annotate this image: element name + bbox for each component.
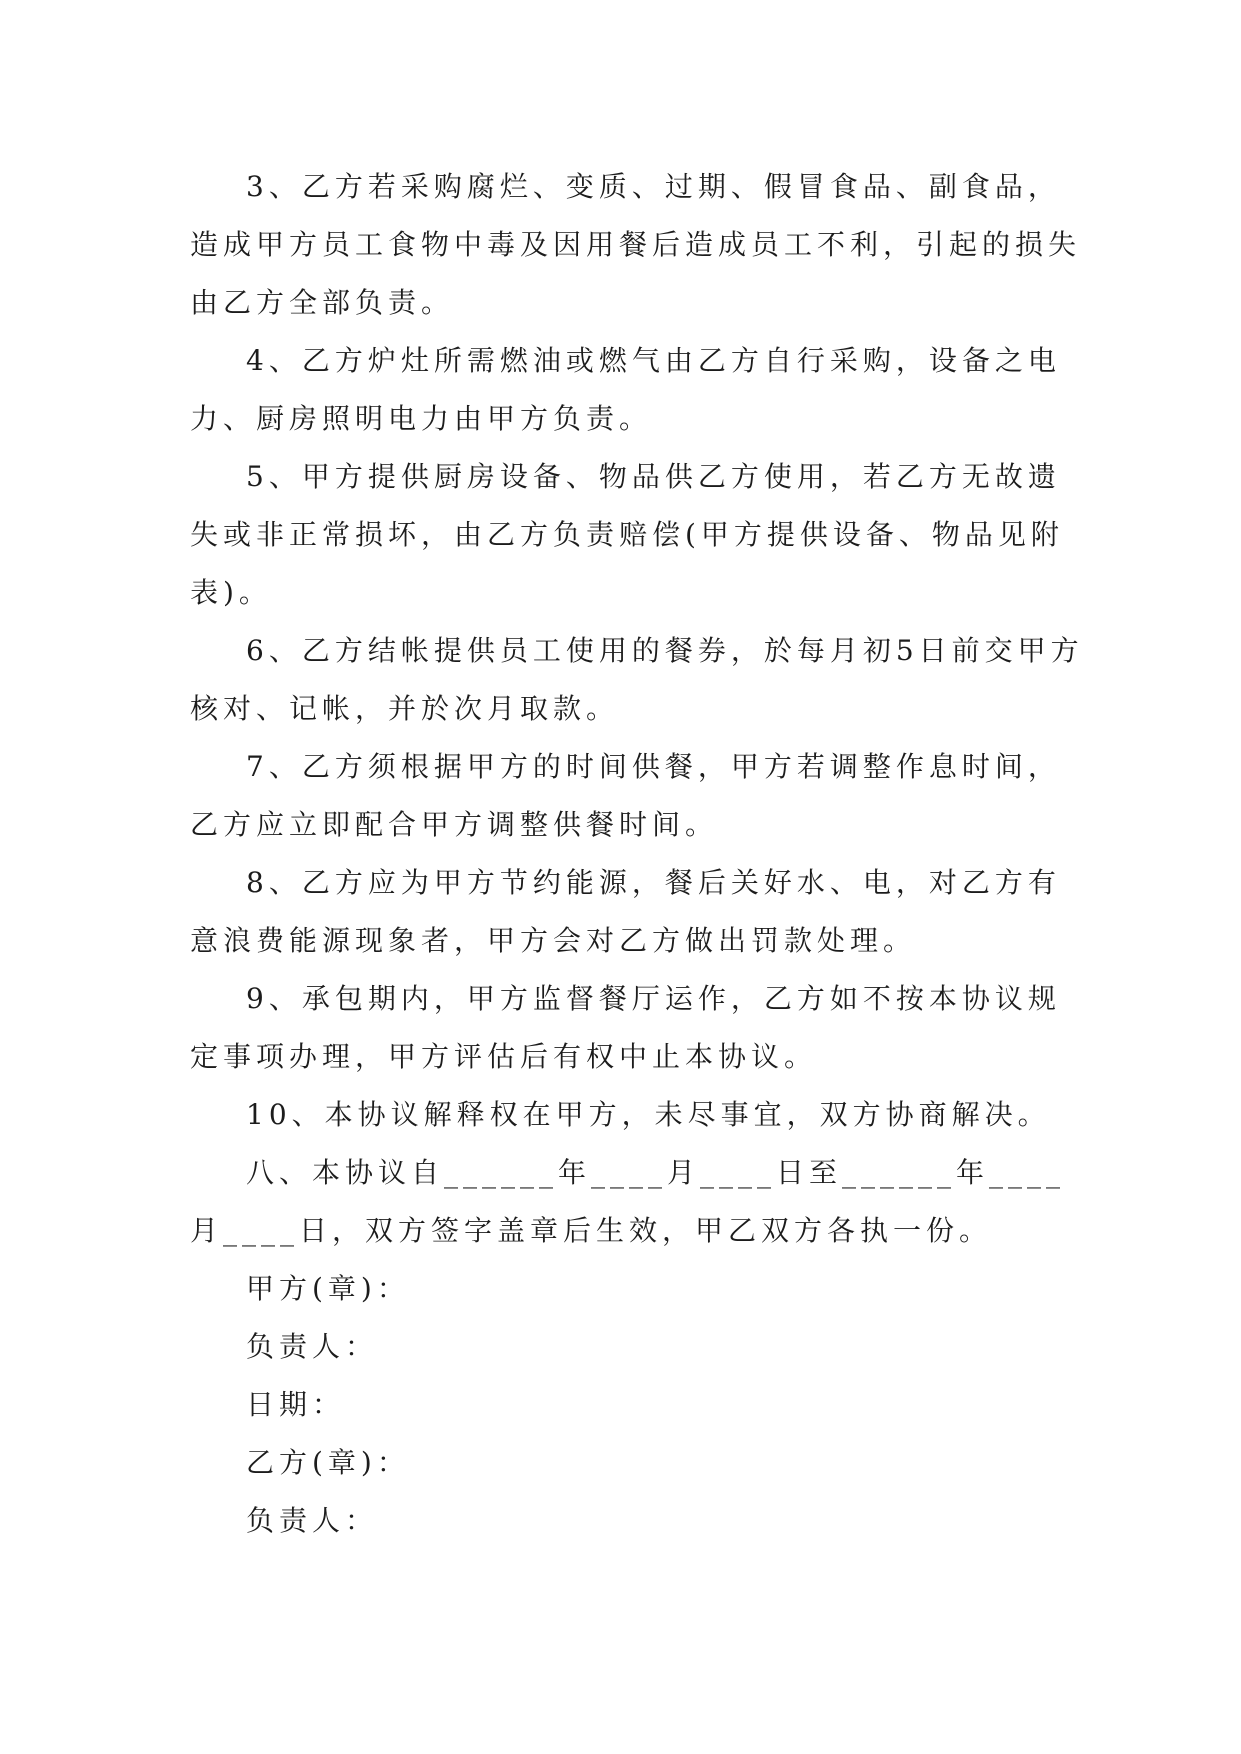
- party-b-representative-label: 负责人：: [246, 1504, 379, 1537]
- section-8-term: 八、本协议自______年____月____日至______年____月____日，双方签字盖章后生效，甲乙双方各执一份。: [190, 1156, 1066, 1247]
- contract-body: [190, 158, 1090, 1550]
- clause-4: 4、乙方炉灶所需燃油或燃气由乙方自行采购，设备之电力、厨房照明电力由甲方负责。: [190, 344, 1061, 435]
- clause-8: 8、乙方应为甲方节约能源，餐后关好水、电，对乙方有意浪费能源现象者，甲方会对乙方做出罚款处理。: [190, 866, 1061, 957]
- party-a-seal-label: 甲方(章)：: [246, 1272, 410, 1305]
- party-b-seal-label: 乙方(章)：: [246, 1446, 410, 1479]
- clause-9: 9、承包期内，甲方监督餐厅运作，乙方如不按本协议规定事项办理，甲方评估后有权中止本协议。: [190, 982, 1061, 1073]
- clause-7: 7、乙方须根据甲方的时间供餐，甲方若调整作息时间，乙方应立即配合甲方调整供餐时间。: [190, 750, 1061, 841]
- party-a-representative-label: 负责人：: [246, 1330, 379, 1363]
- clause-6: 6、乙方结帐提供员工使用的餐券，於每月初5日前交甲方核对、记帐，并於次月取款。: [190, 634, 1084, 725]
- clause-5: 5、甲方提供厨房设备、物品供乙方使用，若乙方无故遗失或非正常损坏，由乙方负责赔偿(甲方提供设备、物品见附表)。: [190, 460, 1064, 609]
- clause-3: 3、乙方若采购腐烂、变质、过期、假冒食品、副食品，造成甲方员工食物中毒及因用餐后造成员工不利，引起的损失由乙方全部负责。: [190, 170, 1082, 319]
- party-a-date-label: 日期：: [246, 1388, 346, 1421]
- clause-10: 10、本协议解释权在甲方，未尽事宜，双方协商解决。: [246, 1098, 1051, 1131]
